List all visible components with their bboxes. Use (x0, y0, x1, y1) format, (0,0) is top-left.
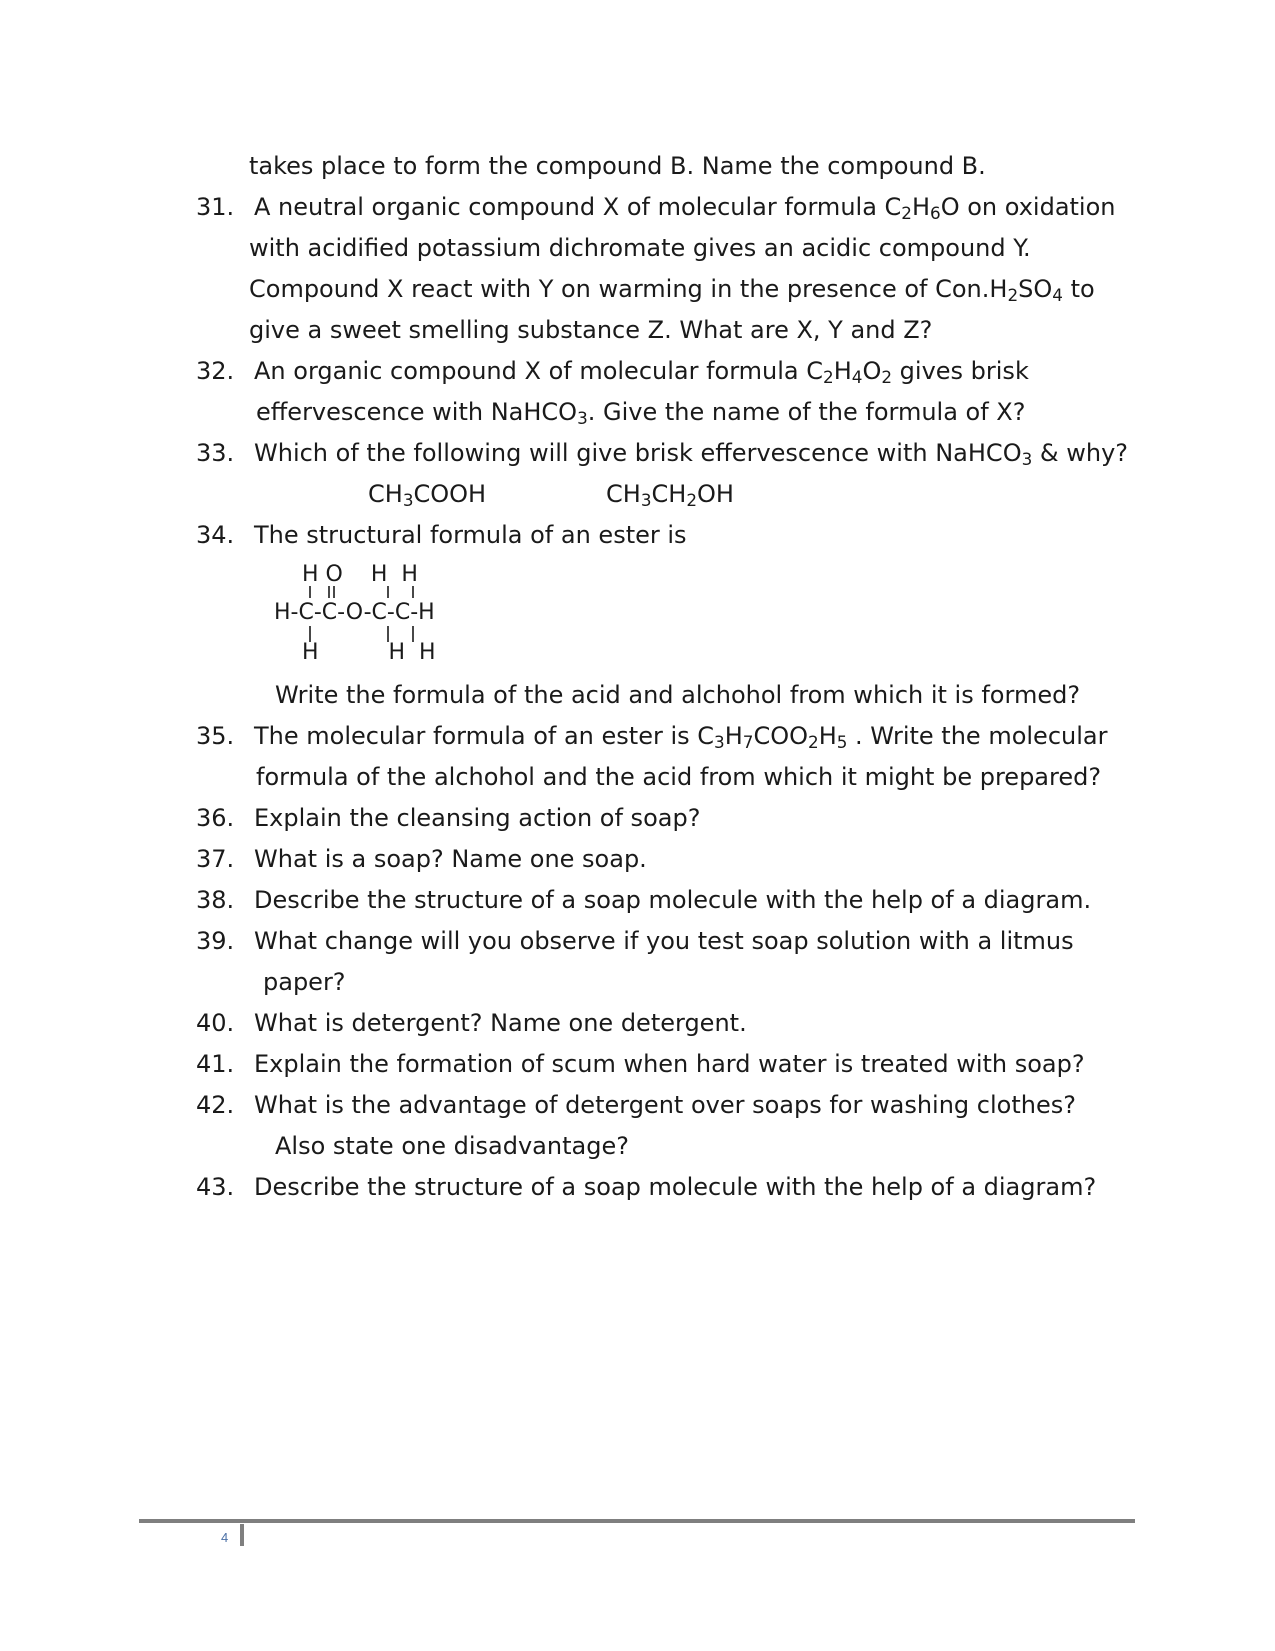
question-35-line-1: The molecular formula of an ester is $C_3H_7COO_2H_5$ . Write the molecular (254, 722, 1108, 753)
question-number-36: 36. (196, 804, 235, 832)
question-number-32: 32. (196, 357, 235, 385)
question-number-34: 34. (196, 521, 235, 549)
question-number-35: 35. (196, 722, 235, 750)
question-43-line-1: Describe the structure of a soap molecule with the help of a diagram? (254, 1173, 1097, 1201)
question-number-40: 40. (196, 1009, 235, 1037)
ester-structure-main-chain: H-C-C-O-C-C-H (274, 600, 435, 625)
continuation-text: takes place to form the compound B. Name the compound B. (249, 152, 986, 180)
ester-structure-top-row: H O H H (302, 562, 418, 587)
question-34-line-1: The structural formula of an ester is (254, 521, 687, 549)
question-number-43: 43. (196, 1173, 235, 1201)
question-number-39: 39. (196, 927, 235, 955)
question-32-line-1: An organic compound X of molecular formula $C_2H_4O_2$ gives brisk (254, 357, 1029, 388)
question-number-31: 31. (196, 193, 235, 221)
question-33-line-1: Which of the following will give brisk effervescence with NaHCO$_3$ & why? (254, 439, 1129, 470)
question-39-line-2: paper? (263, 968, 346, 996)
question-31-line-3: Compound X react with Y on warming in the presence of $Con.H_2SO_4$ to (249, 275, 1095, 306)
question-number-33: 33. (196, 439, 235, 467)
question-36-line-1: Explain the cleansing action of soap? (254, 804, 701, 832)
question-33-option-1: $CH_3COOH$ (368, 480, 487, 511)
question-42-line-1: What is the advantage of detergent over soaps for washing clothes? (254, 1091, 1076, 1119)
question-31-line-2: with acidified potassium dichromate gives an acidic compound Y. (249, 234, 1031, 262)
question-number-38: 38. (196, 886, 235, 914)
question-31-line-4: give a sweet smelling substance Z. What are X, Y and Z? (249, 316, 933, 344)
question-35-line-2: formula of the alchohol and the acid from which it might be prepared? (256, 763, 1102, 791)
page-number: 4 (221, 1530, 229, 1545)
question-42-line-2: Also state one disadvantage? (275, 1132, 629, 1160)
question-39-line-1: What change will you observe if you test soap solution with a litmus (254, 927, 1074, 955)
ester-structural-formula (270, 562, 470, 672)
question-number-41: 41. (196, 1050, 235, 1078)
question-33-option-2: $CH_3CH_2OH$ (606, 480, 734, 511)
footer-rule (139, 1519, 1135, 1523)
question-38-line-1: Describe the structure of a soap molecule with the help of a diagram. (254, 886, 1092, 914)
question-32-line-2: effervescence with NaHCO$_3$. Give the name of the formula of X? (256, 398, 1026, 429)
question-34-line-2: Write the formula of the acid and alchohol from which it is formed? (275, 681, 1081, 709)
question-31-line-1: A neutral organic compound X of molecular formula $C_2H_6O$ on oxidation (254, 193, 1116, 224)
question-number-42: 42. (196, 1091, 235, 1119)
question-41-line-1: Explain the formation of scum when hard water is treated with soap? (254, 1050, 1085, 1078)
question-number-37: 37. (196, 845, 235, 873)
question-37-line-1: What is a soap? Name one soap. (254, 845, 647, 873)
page-number-marker (240, 1524, 244, 1546)
question-40-line-1: What is detergent? Name one detergent. (254, 1009, 747, 1037)
ester-structure-bottom-row: H H H (302, 640, 436, 665)
